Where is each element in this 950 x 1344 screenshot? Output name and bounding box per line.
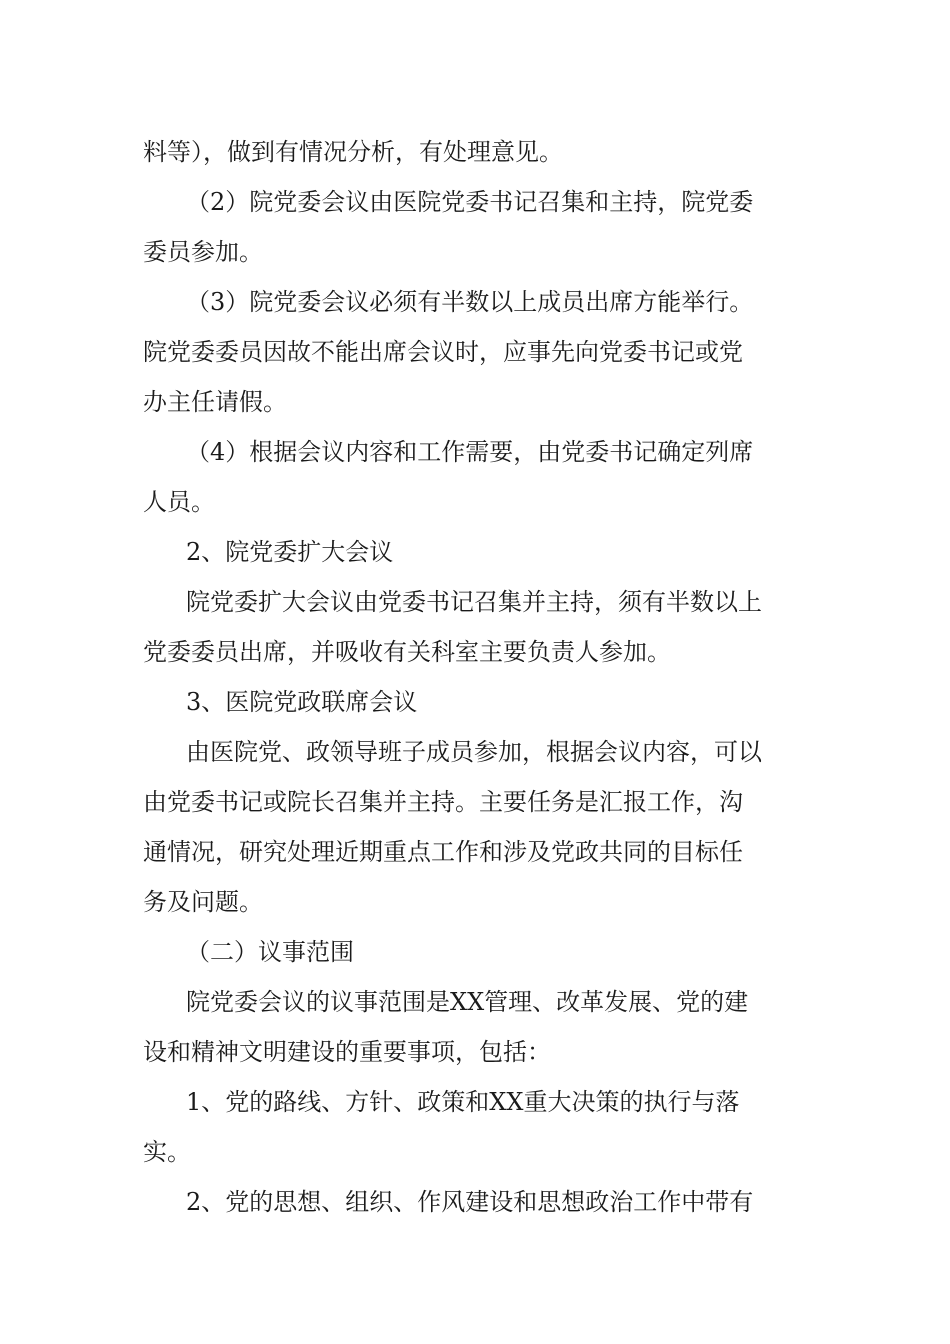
text-line-6 xyxy=(0,377,950,427)
text-line-17-text: （二）议事范围 xyxy=(186,938,354,966)
text-line-7-text: （4）根据会议内容和工作需要，由党委书记确定列席 xyxy=(186,438,754,466)
text-line-3-text: 委员参加。 xyxy=(143,238,263,266)
text-line-22 xyxy=(0,1177,950,1227)
text-line-16 xyxy=(0,877,950,927)
text-line-20-text: 1、党的路线、方针、政策和XX重大决策的执行与落 xyxy=(186,1088,740,1116)
text-line-11-text: 党委委员出席，并吸收有关科室主要负责人参加。 xyxy=(143,638,671,666)
text-line-21 xyxy=(0,1127,950,1177)
text-line-15 xyxy=(0,827,950,877)
text-line-21-text: 实。 xyxy=(143,1138,191,1166)
text-line-19 xyxy=(0,1027,950,1077)
text-line-13 xyxy=(0,727,950,777)
text-line-9 xyxy=(0,527,950,577)
text-line-1 xyxy=(0,127,950,177)
text-line-9-text: 2、院党委扩大会议 xyxy=(186,538,394,566)
text-line-1-text: 料等），做到有情况分析，有处理意见。 xyxy=(143,138,563,166)
text-line-12 xyxy=(0,677,950,727)
text-line-2-text: （2）院党委会议由医院党委书记召集和主持，院党委 xyxy=(186,188,754,216)
text-line-13-text: 由医院党、政领导班子成员参加，根据会议内容，可以 xyxy=(186,738,762,766)
text-line-11 xyxy=(0,627,950,677)
text-line-8 xyxy=(0,477,950,527)
text-line-2 xyxy=(0,177,950,227)
text-line-15-text: 通情况，研究处理近期重点工作和涉及党政共同的目标任 xyxy=(143,838,743,866)
text-line-4 xyxy=(0,277,950,327)
text-line-10-text: 院党委扩大会议由党委书记召集并主持，须有半数以上 xyxy=(186,588,762,616)
text-line-5-text: 院党委委员因故不能出席会议时，应事先向党委书记或党 xyxy=(143,338,743,366)
text-line-18-text: 院党委会议的议事范围是XX管理、改革发展、党的建 xyxy=(186,988,749,1016)
text-line-6-text: 办主任请假。 xyxy=(143,388,287,416)
text-line-17 xyxy=(0,927,950,977)
text-line-12-text: 3、医院党政联席会议 xyxy=(186,688,418,716)
text-line-14 xyxy=(0,777,950,827)
text-line-3 xyxy=(0,227,950,277)
text-line-16-text: 务及问题。 xyxy=(143,888,263,916)
text-line-18 xyxy=(0,977,950,1027)
text-line-4-text: （3）院党委会议必须有半数以上成员出席方能举行。 xyxy=(186,288,754,316)
text-line-22-text: 2、党的思想、组织、作风建设和思想政治工作中带有 xyxy=(186,1188,754,1216)
text-line-7 xyxy=(0,427,950,477)
text-line-10 xyxy=(0,577,950,627)
text-line-5 xyxy=(0,327,950,377)
text-line-14-text: 由党委书记或院长召集并主持。主要任务是汇报工作，沟 xyxy=(143,788,743,816)
text-line-20 xyxy=(0,1077,950,1127)
text-line-19-text: 设和精神文明建设的重要事项，包括： xyxy=(143,1038,551,1066)
text-line-8-text: 人员。 xyxy=(143,488,215,516)
